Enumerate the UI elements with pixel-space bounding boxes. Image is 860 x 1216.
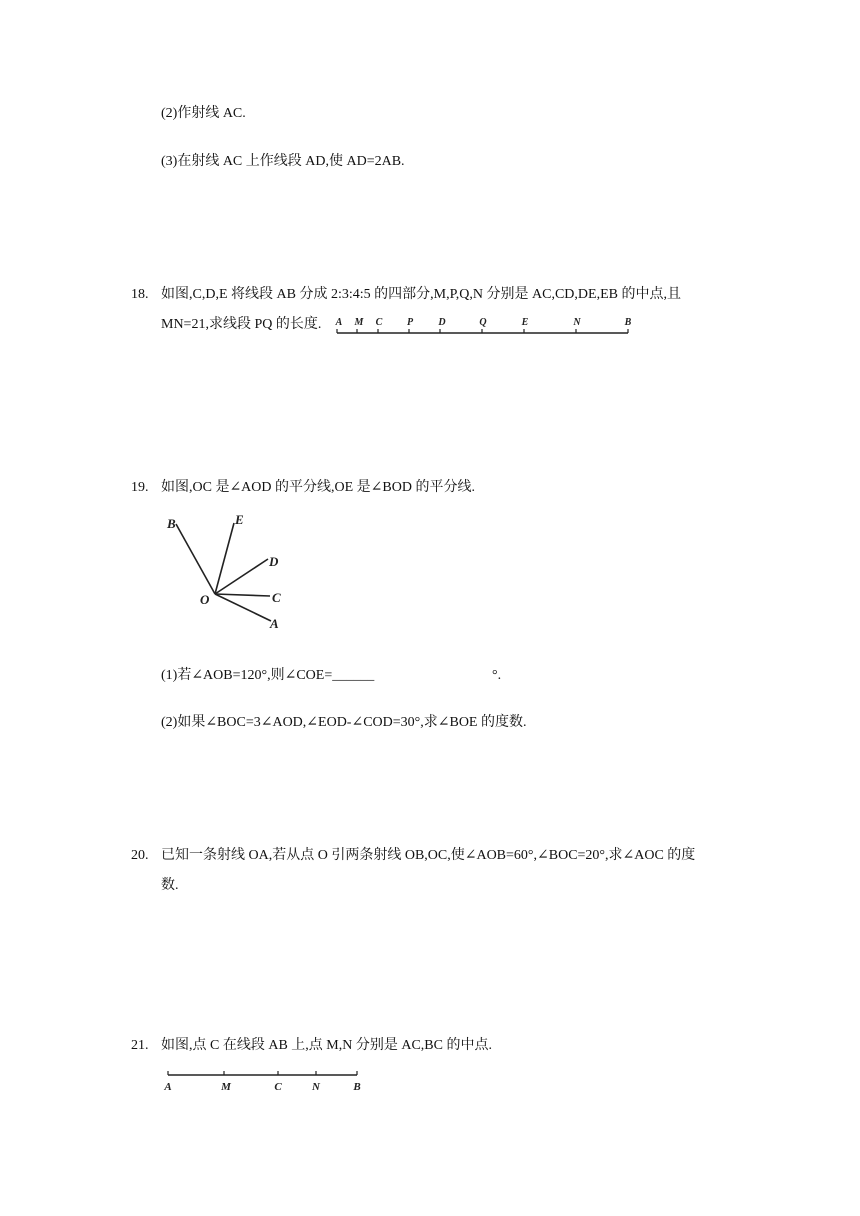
ray-oa [215, 594, 271, 621]
point-label-m: M [221, 1081, 231, 1093]
point-label-q: Q [479, 317, 487, 328]
point-label-d: D [438, 317, 446, 328]
ray-oc [215, 594, 270, 596]
point-label-m: M [354, 317, 364, 328]
angle-label-e: E [235, 512, 244, 527]
ray-ob [176, 524, 215, 594]
q21-number: 21. [131, 1038, 149, 1053]
q17-part3: (3)在射线 AC 上作线段 AD,使 AD=2AB. [161, 154, 405, 169]
angle-label-c: C [272, 590, 281, 605]
angle-label-o: O [200, 592, 210, 607]
q17-part2: (2)作射线 AC. [161, 106, 246, 121]
q19-part2: (2)如果∠BOC=3∠AOD,∠EOD-∠COD=30°,求∠BOE 的度数. [161, 715, 527, 730]
point-label-e: E [521, 317, 529, 328]
angle-label-d: D [269, 554, 279, 569]
point-label-a: A [335, 317, 343, 328]
q18-segment-figure [334, 314, 634, 338]
angle-label-a: A [270, 616, 279, 631]
point-label-b: B [624, 317, 632, 328]
q18-number: 18. [131, 287, 149, 302]
angle-label-b: B [167, 516, 176, 531]
point-label-a: A [164, 1081, 172, 1093]
point-label-c: C [375, 317, 383, 328]
q21-stem: 如图,点 C 在线段 AB 上,点 M,N 分别是 AC,BC 的中点. [161, 1038, 492, 1053]
q20-number: 20. [131, 848, 149, 863]
q20-line1: 已知一条射线 OA,若从点 O 引两条射线 OB,OC,使∠AOB=60°,∠BOC=20°,求∠AOC 的度 [161, 848, 696, 863]
point-label-n: N [312, 1081, 320, 1093]
q19-number: 19. [131, 480, 149, 495]
q19-answer-blank: ______ [332, 668, 375, 683]
point-label-c: C [274, 1081, 282, 1093]
q21-segment-figure [160, 1066, 370, 1096]
q18-line2: MN=21,求线段 PQ 的长度. [161, 317, 322, 332]
point-label-n: N [573, 317, 581, 328]
q19-part1-question: (1)若∠AOB=120°,则∠COE= [161, 668, 333, 683]
q19-part1 [161, 666, 374, 686]
q19-stem: 如图,OC 是∠AOD 的平分线,OE 是∠BOD 的平分线. [161, 480, 475, 495]
q19-part1-unit: °. [492, 668, 502, 683]
point-label-p: P [406, 317, 414, 328]
point-label-b: B [353, 1081, 361, 1093]
q19-angle-figure [163, 510, 298, 635]
q18-line1: 如图,C,D,E 将线段 AB 分成 2:3:4:5 的四部分,M,P,Q,N 分别是 AC,CD,DE,EB 的中点,且 [161, 287, 681, 302]
q20-line2: 数. [161, 878, 179, 893]
